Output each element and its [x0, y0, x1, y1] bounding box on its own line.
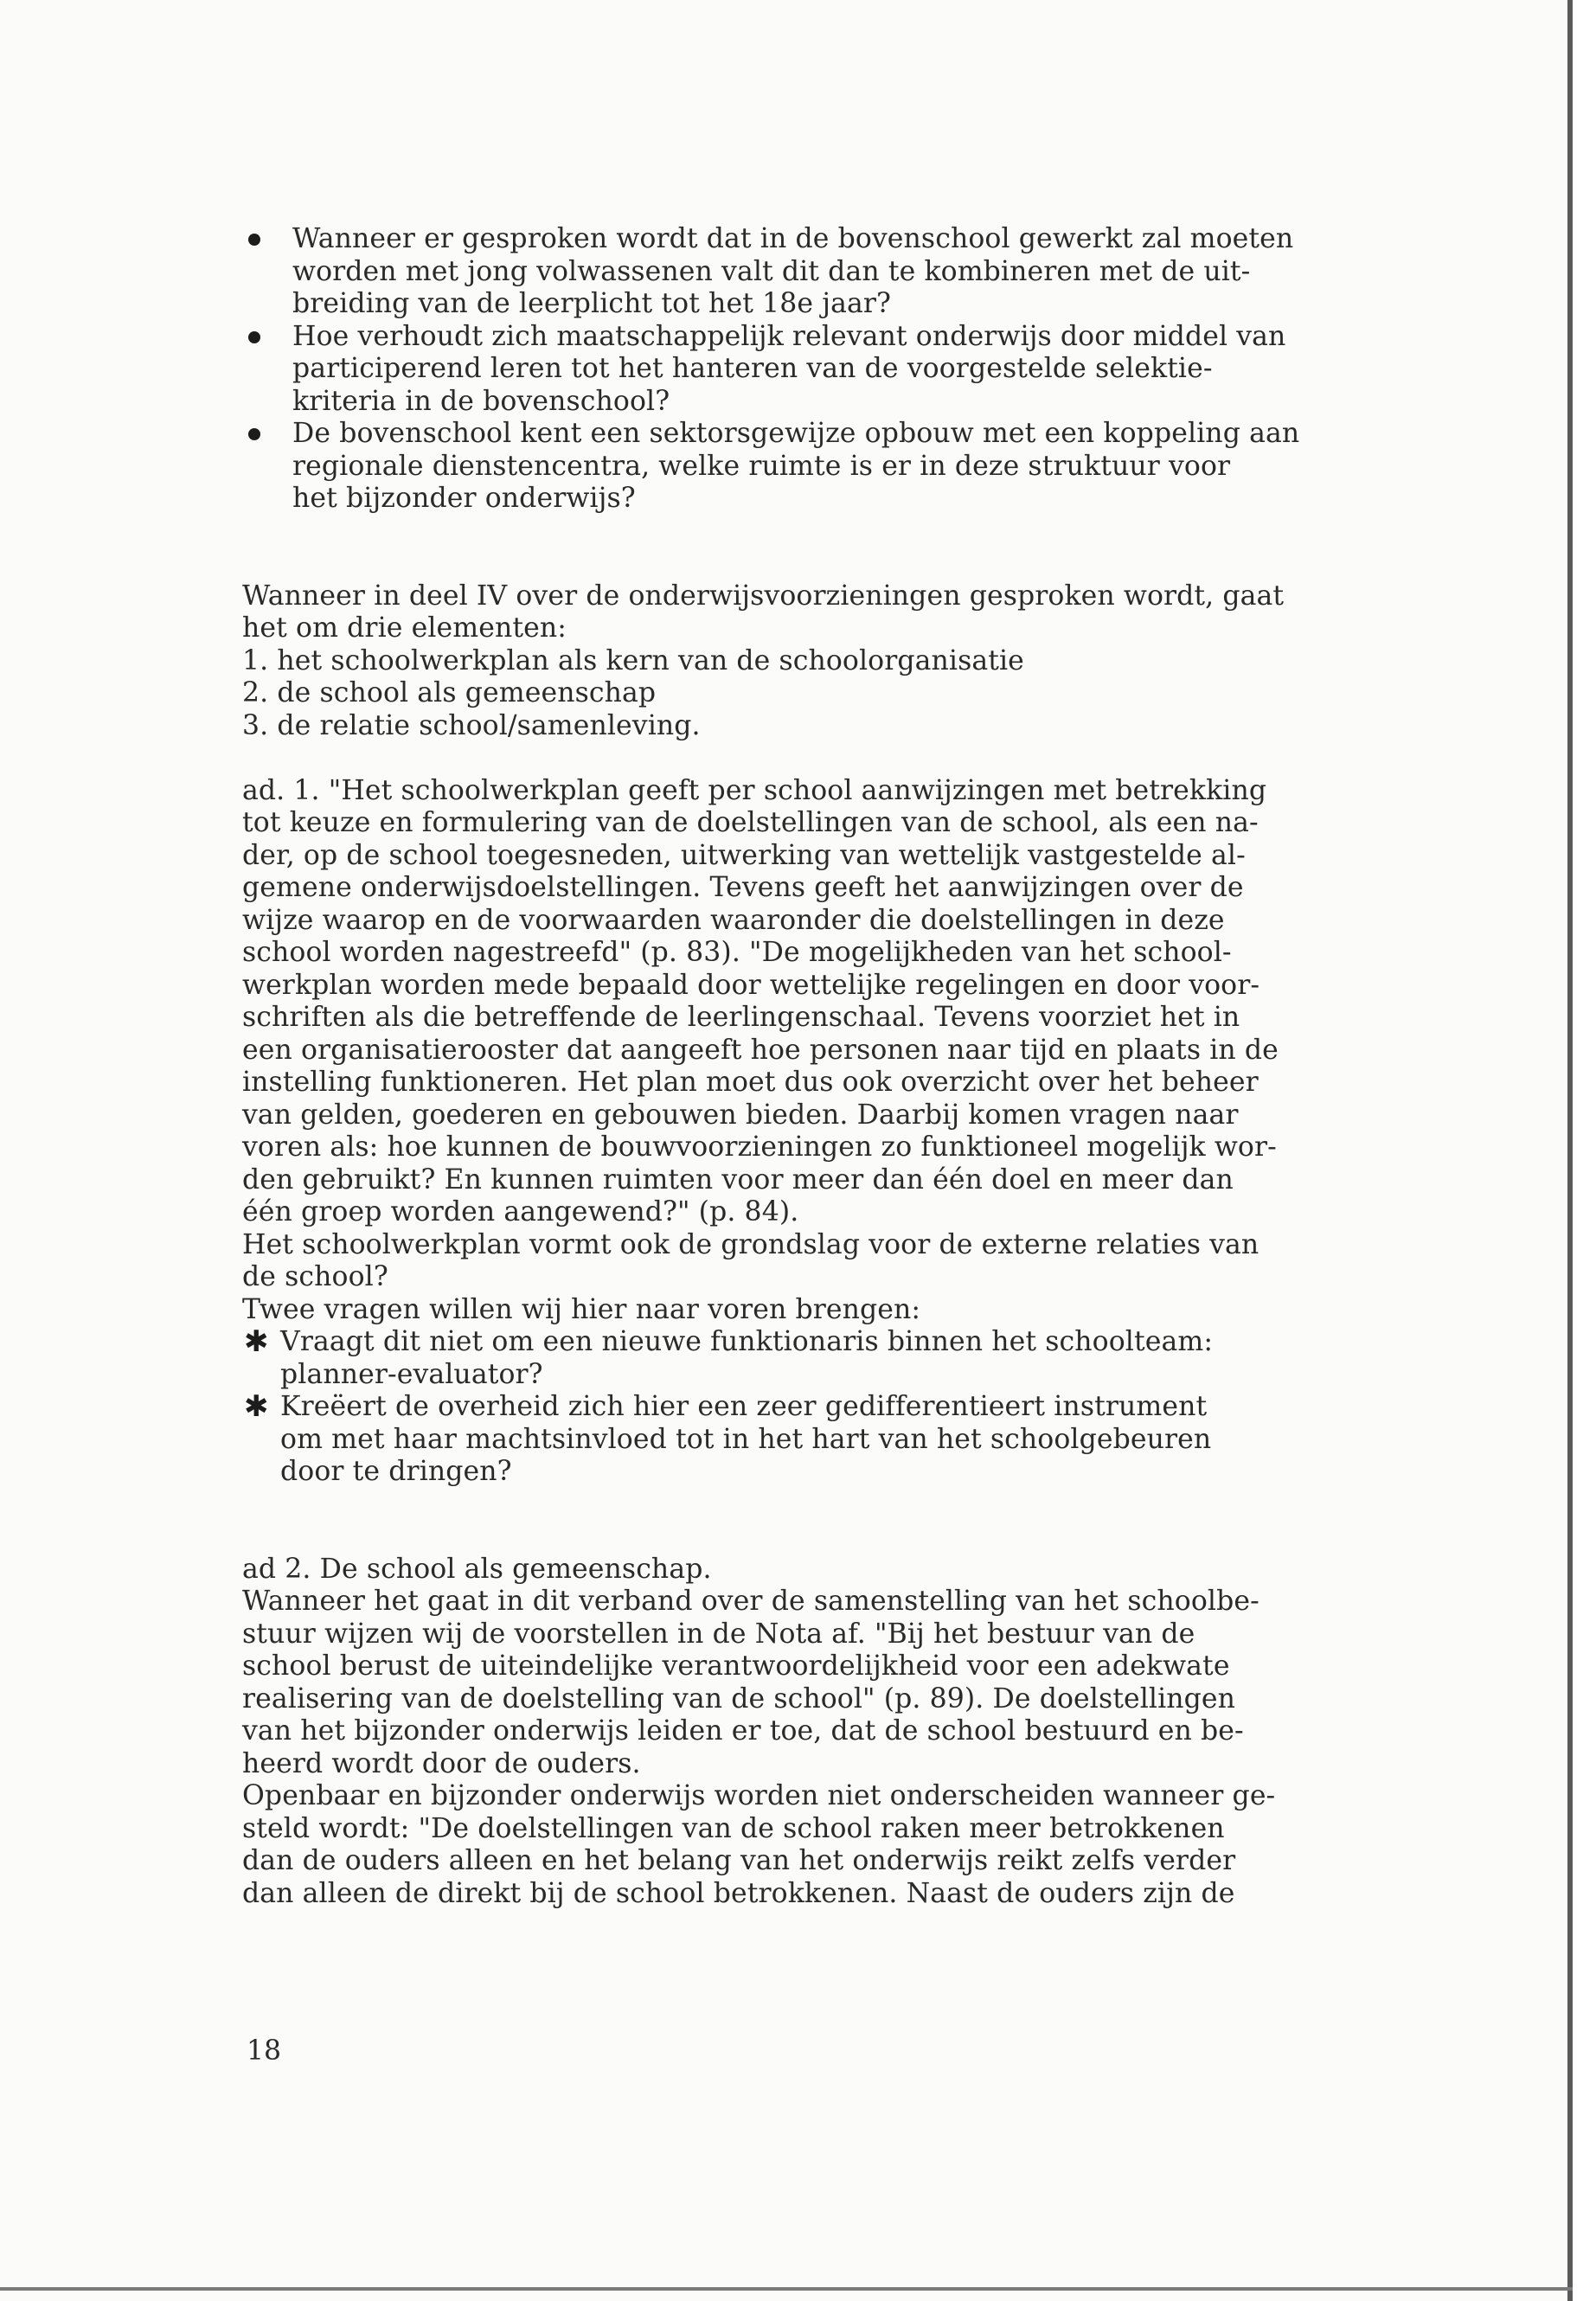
- scan-edge-right: [1567, 0, 1573, 2301]
- text-line: Vraagt dit niet om een nieuwe funktionaris binnen het schoolteam:: [280, 1326, 1214, 1357]
- text-line: wijze waarop en de voorwaarden waaronder die doelstellingen in deze: [242, 904, 1225, 936]
- text-line: instelling funktioneren. Het plan moet dus ook overzicht over het beheer: [242, 1067, 1259, 1098]
- list-item: 3. de relatie school/samenleving.: [242, 709, 701, 741]
- numbered-list: [242, 645, 1419, 743]
- text-line: kriteria in de bovenschool?: [292, 385, 670, 417]
- text-line: Het schoolwerkplan vormt ook de grondslag voor de externe relaties van: [242, 1228, 1259, 1260]
- text-line: het om drie elementen:: [242, 612, 567, 644]
- text-line: stuur wijzen wij de voorstellen in de Nota af. "Bij het bestuur van de: [242, 1618, 1195, 1650]
- text-line: dan de ouders alleen en het belang van het onderwijs reikt zelfs verder: [242, 1845, 1236, 1876]
- text-line: ad 2. De school als gemeenschap.: [242, 1553, 712, 1585]
- text-line: van het bijzonder onderwijs leiden er toe, dat de school bestuurd en be-: [242, 1715, 1244, 1747]
- list-item: 1. het schoolwerkplan als kern van de schoolorganisatie: [242, 644, 1024, 676]
- text-line: gemene onderwijsdoelstellingen. Tevens geeft het aanwijzingen over de: [242, 872, 1244, 903]
- scan-edge-bottom: [0, 2287, 1573, 2291]
- text-line: om met haar machtsinvloed tot in het hart van het schoolgebeuren: [280, 1423, 1212, 1455]
- ad2-section: [242, 1554, 1419, 1911]
- text-line: dan alleen de direkt bij de school betrokkenen. Naast de ouders zijn de: [242, 1877, 1235, 1909]
- text-line: tot keuze en formulering van de doelstellingen van de school, als een na-: [242, 807, 1259, 838]
- text-line: heerd wordt door de ouders.: [242, 1747, 641, 1779]
- text-line: Wanneer het gaat in dit verband over de samenstelling van het schoolbe-: [242, 1586, 1259, 1617]
- intro-paragraph: [242, 580, 1419, 645]
- text-line: participerend leren tot het hanteren van de voorgestelde selektie-: [292, 353, 1213, 384]
- text-line: der, op de school toegesneden, uitwerking van wettelijk vastgestelde al-: [242, 839, 1246, 871]
- bullet-item: [242, 223, 1419, 321]
- spacer: [242, 516, 1419, 580]
- text-line: door te dringen?: [280, 1456, 512, 1487]
- bullet-dot-icon: [248, 428, 260, 440]
- text-line: voren als: hoe kunnen de bouwvoorzieningen zo funktioneel mogelijk wor-: [242, 1131, 1277, 1163]
- list-item: 2. de school als gemeenschap: [242, 677, 657, 708]
- bullet-item: [242, 321, 1419, 419]
- spacer: [242, 1489, 1419, 1554]
- text-line: Hoe verhoudt zich maatschappelijk relevant onderwijs door middel van: [292, 320, 1286, 352]
- text-line: ad. 1. "Het schoolwerkplan geeft per school aanwijzingen met betrekking: [242, 774, 1267, 806]
- document-body: [242, 223, 1419, 1910]
- page-number: 18: [247, 2035, 282, 2067]
- bullet-item: [242, 418, 1419, 516]
- asterisk-star-icon: ✱: [244, 1324, 269, 1359]
- text-line: school berust de uiteindelijke verantwoordelijkheid voor een adekwate: [242, 1650, 1230, 1682]
- text-line: breiding van de leerplicht tot het 18e jaar?: [292, 288, 891, 319]
- text-line: planner-evaluator?: [280, 1358, 543, 1390]
- spacer: [242, 742, 1419, 775]
- text-line: steld wordt: "De doelstellingen van de school raken meer betrokkenen: [242, 1812, 1225, 1844]
- asterisk-star-icon: ✱: [244, 1389, 269, 1424]
- text-line: De bovenschool kent een sektorsgewijze opbouw met een koppeling aan: [292, 418, 1300, 449]
- text-line: regionale dienstencentra, welke ruimte is er in deze struktuur voor: [292, 450, 1231, 482]
- text-line: Wanneer in deel IV over de onderwijsvoorzieningen gesproken wordt, gaat: [242, 580, 1285, 612]
- text-line: worden met jong volwassenen valt dit dan te kombineren met de uit-: [292, 255, 1251, 287]
- text-line: werkplan worden mede bepaald door wettelijke regelingen en door voor-: [242, 969, 1260, 1001]
- bullet-dot-icon: [248, 331, 260, 343]
- text-line: schriften als die betreffende de leerlingenschaal. Tevens voorziet het in: [242, 1002, 1240, 1033]
- star-item: [242, 1326, 1419, 1391]
- text-line: de school?: [242, 1261, 388, 1292]
- text-line: één groep worden aangewend?" (p. 84).: [242, 1196, 799, 1227]
- text-line: Kreëert de overheid zich hier een zeer gedifferentieert instrument: [280, 1391, 1208, 1422]
- text-line: Wanneer er gesproken wordt dat in de bovenschool gewerkt zal moeten: [292, 223, 1294, 254]
- ad1-section: [242, 775, 1419, 1327]
- bullet-dot-icon: [248, 234, 260, 246]
- star-item: [242, 1391, 1419, 1489]
- text-line: realisering van de doelstelling van de school" (p. 89). De doelstellingen: [242, 1682, 1236, 1715]
- text-line: van gelden, goederen en gebouwen bieden. Daarbij komen vragen naar: [242, 1099, 1239, 1131]
- text-line: het bijzonder onderwijs?: [292, 483, 636, 514]
- text-line: Openbaar en bijzonder onderwijs worden niet onderscheiden wanneer ge-: [242, 1780, 1276, 1811]
- text-line: school worden nagestreefd" (p. 83). "De mogelijkheden van het school-: [242, 937, 1232, 968]
- text-line: Twee vragen willen wij hier naar voren brengen:: [242, 1293, 921, 1325]
- text-line: den gebruikt? En kunnen ruimten voor meer dan één doel en meer dan: [242, 1163, 1234, 1195]
- text-line: een organisatierooster dat aangeeft hoe personen naar tijd en plaats in de: [242, 1034, 1279, 1066]
